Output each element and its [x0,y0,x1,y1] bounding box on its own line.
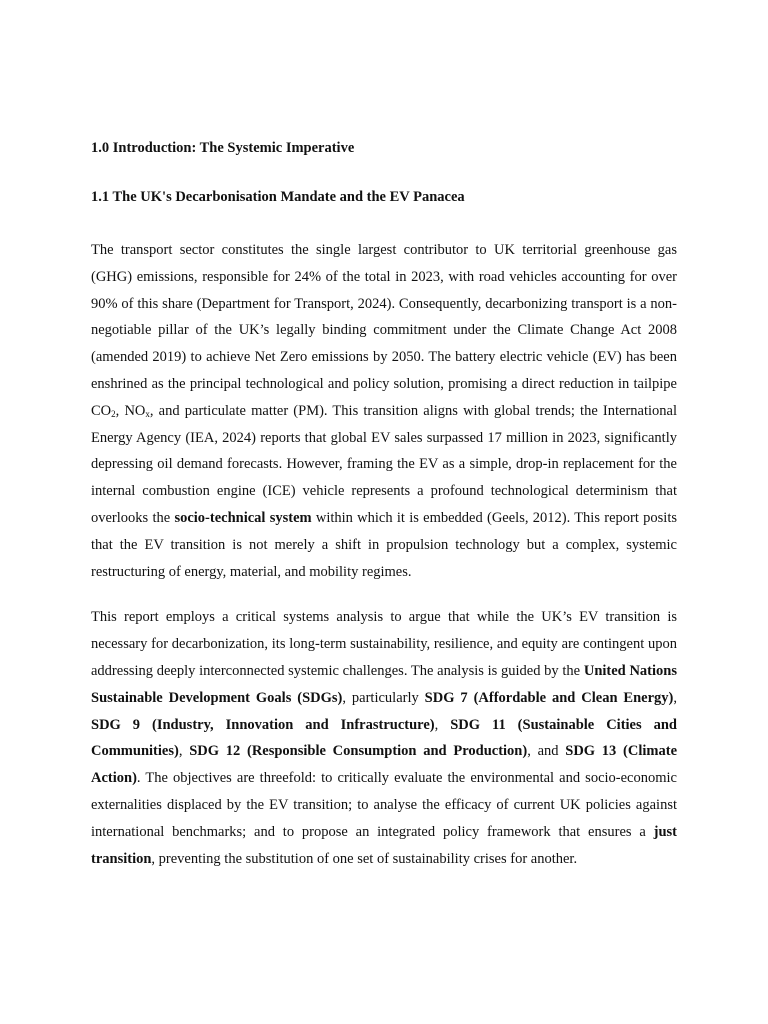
paragraph-2-bold-3: SDG 9 (Industry, Innovation and Infrastructure) [91,716,435,733]
paragraph-2-bold-7: just transition [91,823,677,867]
paragraph-2 [91,604,677,872]
paragraph-1-text-2: , NO [115,402,146,419]
paragraph-2-text-7: . The objectives are threefold: to critically evaluate the environmental and socio-economic externalities displaced by the EV transition; to analyse the efficacy of current UK policies against international benchmarks; and to propose an integrated policy framework that ensures a [91,770,677,840]
paragraph-2-text-1: This report employs a critical systems analysis to argue that while the UK’s EV transition is necessary for decarbonization, its long-term sustainability, resilience, and equity are contingent upon addressing deeply interconnected systemic challenges. The analysis is guided by the [91,609,677,679]
section-heading-1-0: 1.0 Introduction: The Systemic Imperative [91,140,355,156]
paragraph-1-text-1: The transport sector constitutes the single largest contributor to UK territorial greenhouse gas (GHG) emissions, responsible for 24% of the total in 2023, with road vehicles accounting for over 90% of this share (Department for Transport, 2024). Consequently, decarbonizing transport is a non-negotiable pillar of the UK’s legally binding commitment under the Climate Change Act 2008 (amended 2019) to achieve Net Zero emissions by 2050. The battery electric vehicle (EV) has been enshrined as the principal technological and policy solution, promising a direct reduction in tailpipe CO [91,242,677,419]
paragraph-2-bold-1: United Nations Sustainable Development Goals (SDGs) [91,662,677,706]
paragraph-2-text-5: , [178,743,190,760]
paragraph-2-bold-6: SDG 13 (Climate Action) [91,743,677,787]
paragraph-1-text-4: within which it is embedded (Geels, 2012). This report posits that the EV transition is not merely a shift in propulsion technology but a complex, systemic restructuring of energy, material, and mobility regimes. [91,509,677,580]
paragraph-1-text-3: , and particulate matter (PM). This transition aligns with global trends; the International Energy Agency (IEA, 2024) reports that global EV sales surpassed 17 million in 2023, significantly depressing oil demand forecasts. However, framing the EV as a simple, drop-in replacement for the internal combustion engine (ICE) vehicle represents a profound technological determinism that overlooks the [91,402,677,526]
paragraph-2-bold-5: SDG 12 (Responsible Consumption and Production) [189,743,528,760]
paragraph-2-bold-4: SDG 11 (Sustainable Cities and Communities) [91,716,677,760]
subsection-heading-1-1: 1.1 The UK's Decarbonisation Mandate and the EV Panacea [91,189,465,205]
paragraph-2-text-4: , [434,716,451,733]
paragraph-1 [91,237,677,585]
nox-subscript: x [145,408,150,419]
paragraph-1-bold-1: socio-technical system [174,509,312,526]
paragraph-2-text-3: , [673,689,677,706]
paragraph-2-text-8: , preventing the substitution of one set of sustainability crises for another. [151,850,578,867]
paragraph-2-text-2: , particularly [342,689,425,706]
paragraph-2-text-6: , and [527,743,566,760]
paragraph-2-bold-2: SDG 7 (Affordable and Clean Energy) [424,689,674,706]
document-page [91,139,677,891]
co2-subscript: 2 [111,408,116,419]
